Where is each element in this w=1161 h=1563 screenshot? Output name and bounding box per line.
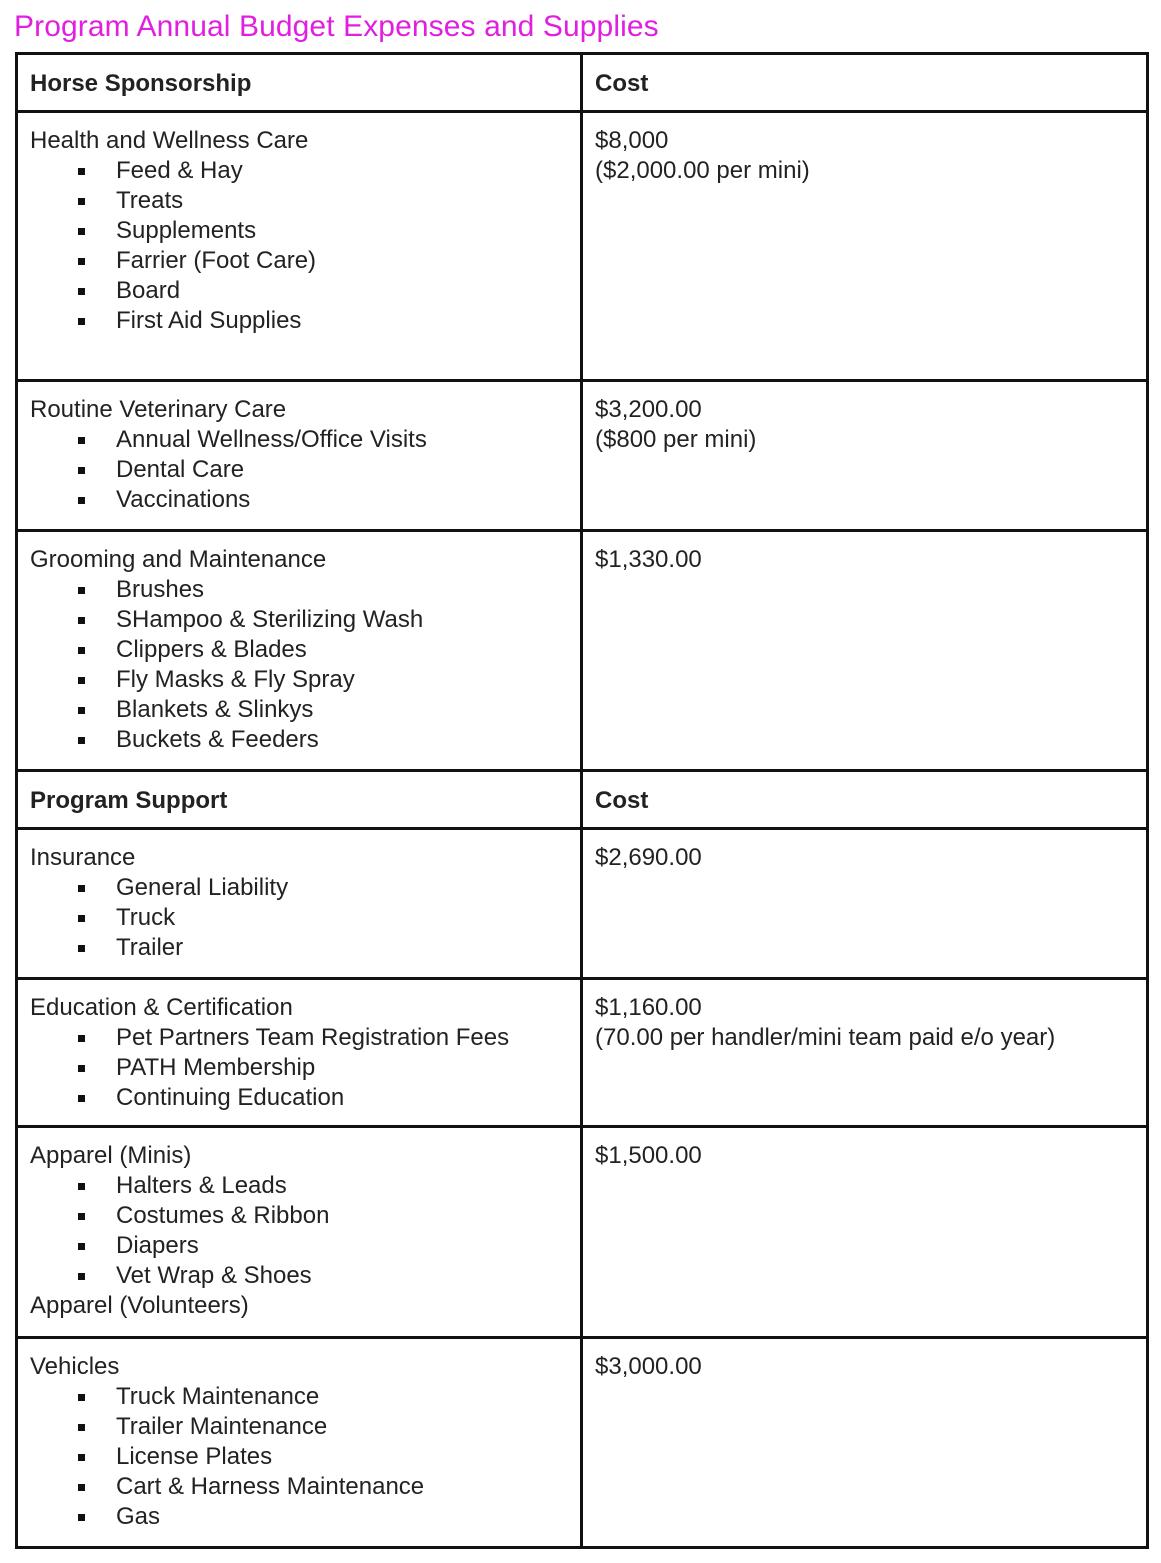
expense-item: Vet Wrap & Shoes bbox=[116, 1261, 568, 1291]
expense-item: Cart & Harness Maintenance bbox=[116, 1472, 568, 1502]
expense-item: First Aid Supplies bbox=[116, 306, 568, 336]
expense-item: Buckets & Feeders bbox=[116, 725, 568, 755]
expense-item: Brushes bbox=[116, 575, 568, 605]
budget-row bbox=[17, 381, 1148, 531]
expense-category: Apparel (Minis) bbox=[30, 1142, 192, 1169]
budget-row bbox=[17, 979, 1148, 1127]
cost-amount: $1,330.00 bbox=[595, 546, 702, 573]
expense-item: Feed & Hay bbox=[116, 156, 568, 186]
expense-cell bbox=[17, 1338, 582, 1548]
expense-item: SHampoo & Sterilizing Wash bbox=[116, 605, 568, 635]
expense-item: Annual Wellness/Office Visits bbox=[116, 425, 568, 455]
expense-item: Treats bbox=[116, 186, 568, 216]
expense-cell bbox=[17, 112, 582, 381]
section-header-cost: Cost bbox=[582, 771, 1148, 829]
expense-item-list bbox=[30, 425, 568, 515]
expense-item: Gas bbox=[116, 1502, 568, 1532]
cost-note: ($2,000.00 per mini) bbox=[595, 157, 810, 184]
expense-item: Farrier (Foot Care) bbox=[116, 246, 568, 276]
budget-table bbox=[15, 52, 1149, 1549]
expense-category: Apparel (Volunteers) bbox=[30, 1292, 249, 1319]
expense-item-list bbox=[30, 1023, 568, 1113]
cost-amount: $3,200.00 bbox=[595, 396, 702, 423]
expense-cell bbox=[17, 829, 582, 979]
section-header-label: Horse Sponsorship bbox=[17, 54, 582, 112]
expense-category: Insurance bbox=[30, 844, 136, 871]
expense-item: Board bbox=[116, 276, 568, 306]
expense-item: Truck Maintenance bbox=[116, 1382, 568, 1412]
cost-amount: $3,000.00 bbox=[595, 1353, 702, 1380]
cost-cell bbox=[582, 381, 1148, 531]
section-header-row bbox=[17, 771, 1148, 829]
section-header-label: Program Support bbox=[17, 771, 582, 829]
cost-cell bbox=[582, 1338, 1148, 1548]
expense-item: Halters & Leads bbox=[116, 1171, 568, 1201]
budget-row bbox=[17, 1127, 1148, 1338]
expense-category: Health and Wellness Care bbox=[30, 127, 309, 154]
cost-note: (70.00 per handler/mini team paid e/o year) bbox=[595, 1024, 1056, 1051]
section-header-cost: Cost bbox=[582, 54, 1148, 112]
cost-cell bbox=[582, 1127, 1148, 1338]
expense-category: Routine Veterinary Care bbox=[30, 396, 287, 423]
budget-row bbox=[17, 112, 1148, 381]
budget-row bbox=[17, 829, 1148, 979]
budget-row bbox=[17, 531, 1148, 771]
cost-amount: $1,160.00 bbox=[595, 994, 702, 1021]
expense-item: Clippers & Blades bbox=[116, 635, 568, 665]
expense-item: General Liability bbox=[116, 873, 568, 903]
expense-cell bbox=[17, 531, 582, 771]
cost-cell bbox=[582, 979, 1148, 1127]
expense-item: Trailer Maintenance bbox=[116, 1412, 568, 1442]
expense-item-list bbox=[30, 156, 568, 336]
expense-category: Grooming and Maintenance bbox=[30, 546, 327, 573]
expense-item: Dental Care bbox=[116, 455, 568, 485]
expense-item-list bbox=[30, 575, 568, 755]
cost-amount: $1,500.00 bbox=[595, 1142, 702, 1169]
section-header-row bbox=[17, 54, 1148, 112]
cost-amount: $2,690.00 bbox=[595, 844, 702, 871]
expense-item-list bbox=[30, 873, 568, 963]
expense-item: License Plates bbox=[116, 1442, 568, 1472]
expense-item: Blankets & Slinkys bbox=[116, 695, 568, 725]
cost-cell bbox=[582, 829, 1148, 979]
budget-table-body bbox=[17, 54, 1148, 1548]
expense-cell bbox=[17, 381, 582, 531]
expense-item: Diapers bbox=[116, 1231, 568, 1261]
expense-item: Costumes & Ribbon bbox=[116, 1201, 568, 1231]
expense-item-list bbox=[30, 1171, 568, 1291]
expense-category: Education & Certification bbox=[30, 994, 293, 1021]
expense-item-list bbox=[30, 1382, 568, 1532]
expense-category: Vehicles bbox=[30, 1353, 120, 1380]
expense-item: PATH Membership bbox=[116, 1053, 568, 1083]
expense-item: Pet Partners Team Registration Fees bbox=[116, 1023, 568, 1053]
budget-row bbox=[17, 1338, 1148, 1548]
expense-item: Supplements bbox=[116, 216, 568, 246]
expense-item: Continuing Education bbox=[116, 1083, 568, 1113]
expense-item: Fly Masks & Fly Spray bbox=[116, 665, 568, 695]
cost-note: ($800 per mini) bbox=[595, 426, 757, 453]
cost-cell bbox=[582, 531, 1148, 771]
page-title: Program Annual Budget Expenses and Supplies bbox=[14, 10, 659, 43]
cost-cell bbox=[582, 112, 1148, 381]
expense-item: Truck bbox=[116, 903, 568, 933]
cost-amount: $8,000 bbox=[595, 127, 669, 154]
expense-item: Vaccinations bbox=[116, 485, 568, 515]
expense-cell bbox=[17, 979, 582, 1127]
expense-item: Trailer bbox=[116, 933, 568, 963]
expense-cell bbox=[17, 1127, 582, 1338]
